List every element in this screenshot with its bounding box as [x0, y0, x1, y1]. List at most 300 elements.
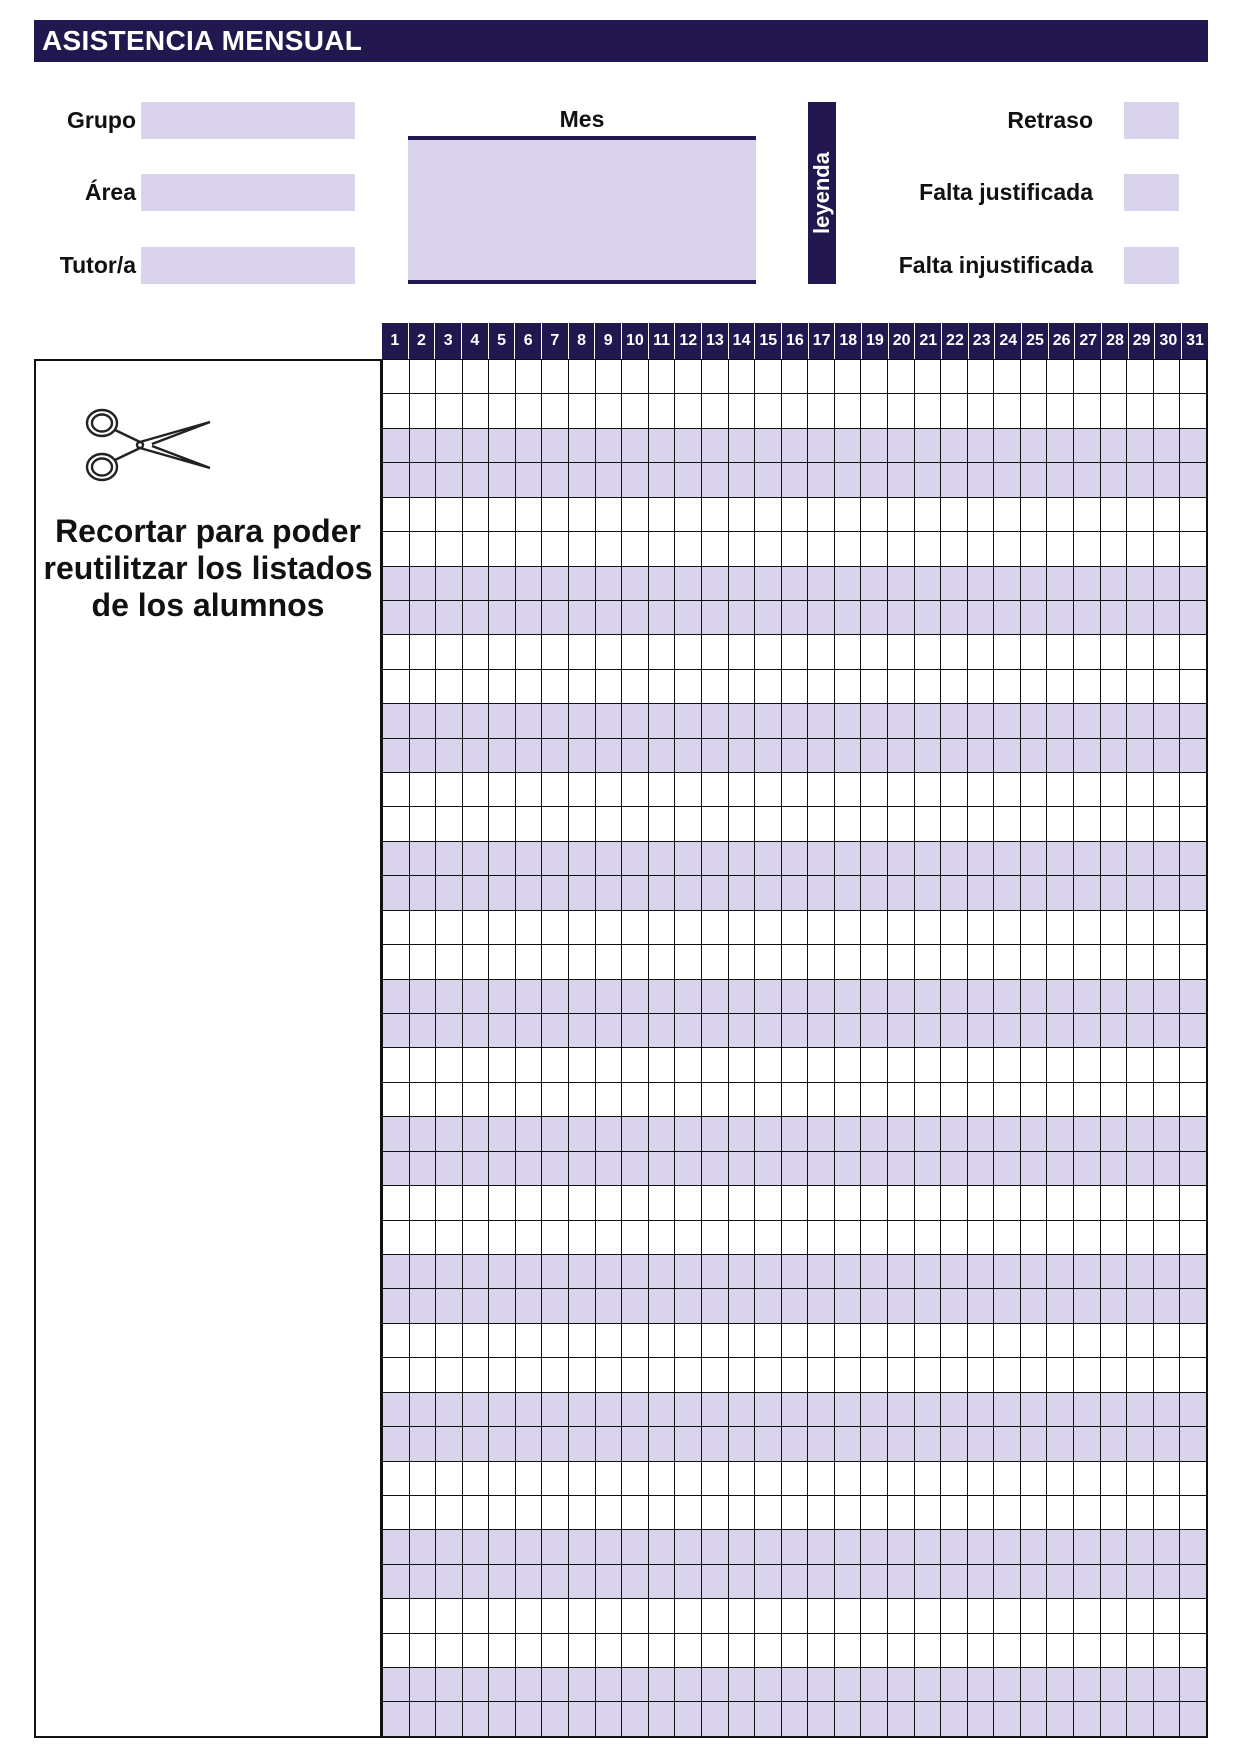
attendance-cell[interactable]: [1153, 1255, 1180, 1288]
attendance-cell[interactable]: [1100, 1221, 1127, 1254]
attendance-cell[interactable]: [967, 463, 994, 496]
attendance-cell[interactable]: [701, 360, 728, 393]
attendance-cell[interactable]: [940, 1117, 967, 1150]
attendance-cell[interactable]: [781, 429, 808, 462]
attendance-cell[interactable]: [621, 429, 648, 462]
attendance-cell[interactable]: [462, 1289, 489, 1322]
attendance-cell[interactable]: [1020, 1496, 1047, 1529]
attendance-cell[interactable]: [914, 1048, 941, 1081]
attendance-cell[interactable]: [435, 601, 462, 634]
attendance-cell[interactable]: [568, 1427, 595, 1460]
attendance-cell[interactable]: [488, 1221, 515, 1254]
attendance-cell[interactable]: [462, 980, 489, 1013]
attendance-cell[interactable]: [701, 1152, 728, 1185]
attendance-cell[interactable]: [834, 1496, 861, 1529]
attendance-cell[interactable]: [834, 1083, 861, 1116]
attendance-cell[interactable]: [1153, 1462, 1180, 1495]
attendance-cell[interactable]: [435, 704, 462, 737]
attendance-cell[interactable]: [568, 911, 595, 944]
attendance-cell[interactable]: [488, 739, 515, 772]
attendance-cell[interactable]: [435, 360, 462, 393]
attendance-cell[interactable]: [781, 704, 808, 737]
attendance-cell[interactable]: [621, 601, 648, 634]
attendance-cell[interactable]: [1020, 876, 1047, 909]
attendance-cell[interactable]: [993, 1358, 1020, 1391]
attendance-cell[interactable]: [568, 1014, 595, 1047]
attendance-cell[interactable]: [1179, 876, 1206, 909]
attendance-cell[interactable]: [515, 704, 542, 737]
attendance-cell[interactable]: [993, 463, 1020, 496]
attendance-cell[interactable]: [914, 601, 941, 634]
attendance-cell[interactable]: [648, 1289, 675, 1322]
attendance-cell[interactable]: [993, 876, 1020, 909]
attendance-cell[interactable]: [435, 1083, 462, 1116]
attendance-cell[interactable]: [993, 1289, 1020, 1322]
attendance-cell[interactable]: [1020, 1565, 1047, 1598]
attendance-cell[interactable]: [1046, 429, 1073, 462]
attendance-cell[interactable]: [674, 842, 701, 875]
attendance-cell[interactable]: [914, 1530, 941, 1563]
attendance-cell[interactable]: [834, 601, 861, 634]
attendance-cell[interactable]: [781, 945, 808, 978]
attendance-cell[interactable]: [834, 635, 861, 668]
attendance-cell[interactable]: [409, 1048, 436, 1081]
attendance-cell[interactable]: [488, 463, 515, 496]
attendance-cell[interactable]: [568, 1496, 595, 1529]
attendance-cell[interactable]: [834, 463, 861, 496]
attendance-cell[interactable]: [382, 945, 409, 978]
attendance-cell[interactable]: [382, 1634, 409, 1667]
attendance-cell[interactable]: [807, 980, 834, 1013]
attendance-cell[interactable]: [993, 1530, 1020, 1563]
attendance-cell[interactable]: [595, 1221, 622, 1254]
attendance-cell[interactable]: [1179, 532, 1206, 565]
attendance-cell[interactable]: [382, 670, 409, 703]
attendance-cell[interactable]: [595, 1599, 622, 1632]
attendance-cell[interactable]: [781, 739, 808, 772]
attendance-cell[interactable]: [409, 1014, 436, 1047]
attendance-cell[interactable]: [1153, 704, 1180, 737]
attendance-cell[interactable]: [807, 567, 834, 600]
attendance-cell[interactable]: [914, 1599, 941, 1632]
attendance-cell[interactable]: [860, 945, 887, 978]
attendance-cell[interactable]: [1073, 635, 1100, 668]
attendance-cell[interactable]: [1073, 807, 1100, 840]
mes-field[interactable]: [408, 136, 756, 284]
attendance-cell[interactable]: [834, 1117, 861, 1150]
attendance-cell[interactable]: [462, 1462, 489, 1495]
attendance-cell[interactable]: [1179, 601, 1206, 634]
attendance-cell[interactable]: [541, 394, 568, 427]
attendance-cell[interactable]: [435, 911, 462, 944]
attendance-cell[interactable]: [1179, 1324, 1206, 1357]
attendance-cell[interactable]: [541, 739, 568, 772]
attendance-cell[interactable]: [887, 876, 914, 909]
attendance-cell[interactable]: [568, 429, 595, 462]
attendance-cell[interactable]: [515, 1221, 542, 1254]
attendance-cell[interactable]: [1100, 911, 1127, 944]
attendance-cell[interactable]: [1046, 704, 1073, 737]
attendance-cell[interactable]: [940, 360, 967, 393]
attendance-cell[interactable]: [940, 567, 967, 600]
attendance-cell[interactable]: [1153, 1221, 1180, 1254]
attendance-cell[interactable]: [1073, 1186, 1100, 1219]
attendance-cell[interactable]: [834, 1634, 861, 1667]
attendance-cell[interactable]: [488, 911, 515, 944]
attendance-cell[interactable]: [488, 945, 515, 978]
attendance-cell[interactable]: [1153, 498, 1180, 531]
attendance-cell[interactable]: [488, 1462, 515, 1495]
attendance-cell[interactable]: [967, 911, 994, 944]
attendance-cell[interactable]: [1046, 773, 1073, 806]
attendance-cell[interactable]: [435, 1117, 462, 1150]
attendance-cell[interactable]: [595, 1530, 622, 1563]
attendance-cell[interactable]: [409, 1599, 436, 1632]
attendance-cell[interactable]: [887, 394, 914, 427]
attendance-cell[interactable]: [754, 1014, 781, 1047]
attendance-cell[interactable]: [1046, 807, 1073, 840]
attendance-cell[interactable]: [701, 842, 728, 875]
attendance-cell[interactable]: [834, 704, 861, 737]
attendance-cell[interactable]: [1100, 1324, 1127, 1357]
attendance-cell[interactable]: [1046, 739, 1073, 772]
attendance-cell[interactable]: [462, 429, 489, 462]
attendance-cell[interactable]: [701, 1324, 728, 1357]
attendance-cell[interactable]: [940, 807, 967, 840]
attendance-cell[interactable]: [887, 1530, 914, 1563]
attendance-cell[interactable]: [754, 1358, 781, 1391]
attendance-cell[interactable]: [595, 807, 622, 840]
attendance-cell[interactable]: [1179, 635, 1206, 668]
attendance-cell[interactable]: [781, 842, 808, 875]
attendance-cell[interactable]: [674, 1393, 701, 1426]
attendance-cell[interactable]: [967, 567, 994, 600]
attendance-cell[interactable]: [541, 1255, 568, 1288]
attendance-cell[interactable]: [754, 1289, 781, 1322]
attendance-cell[interactable]: [621, 1462, 648, 1495]
attendance-cell[interactable]: [993, 1668, 1020, 1701]
attendance-cell[interactable]: [409, 807, 436, 840]
attendance-cell[interactable]: [1153, 1530, 1180, 1563]
attendance-cell[interactable]: [887, 360, 914, 393]
attendance-cell[interactable]: [728, 1358, 755, 1391]
attendance-cell[interactable]: [462, 567, 489, 600]
attendance-cell[interactable]: [834, 1324, 861, 1357]
attendance-cell[interactable]: [728, 876, 755, 909]
attendance-cell[interactable]: [595, 567, 622, 600]
attendance-cell[interactable]: [781, 1634, 808, 1667]
attendance-cell[interactable]: [967, 876, 994, 909]
attendance-cell[interactable]: [462, 1393, 489, 1426]
attendance-cell[interactable]: [940, 876, 967, 909]
attendance-cell[interactable]: [967, 842, 994, 875]
attendance-cell[interactable]: [993, 429, 1020, 462]
attendance-cell[interactable]: [1020, 1702, 1047, 1735]
attendance-cell[interactable]: [674, 1083, 701, 1116]
area-field[interactable]: [141, 174, 355, 211]
attendance-cell[interactable]: [648, 1565, 675, 1598]
attendance-cell[interactable]: [781, 670, 808, 703]
attendance-cell[interactable]: [515, 1152, 542, 1185]
attendance-cell[interactable]: [541, 842, 568, 875]
attendance-cell[interactable]: [1153, 1117, 1180, 1150]
attendance-cell[interactable]: [488, 1289, 515, 1322]
attendance-cell[interactable]: [648, 807, 675, 840]
attendance-cell[interactable]: [382, 429, 409, 462]
attendance-cell[interactable]: [1020, 1324, 1047, 1357]
attendance-cell[interactable]: [1046, 1668, 1073, 1701]
attendance-cell[interactable]: [1179, 1358, 1206, 1391]
attendance-cell[interactable]: [435, 1634, 462, 1667]
attendance-cell[interactable]: [1179, 360, 1206, 393]
attendance-cell[interactable]: [515, 1324, 542, 1357]
attendance-cell[interactable]: [488, 394, 515, 427]
attendance-cell[interactable]: [967, 1324, 994, 1357]
attendance-cell[interactable]: [781, 1427, 808, 1460]
attendance-cell[interactable]: [674, 635, 701, 668]
attendance-cell[interactable]: [674, 1634, 701, 1667]
attendance-cell[interactable]: [674, 807, 701, 840]
attendance-cell[interactable]: [701, 1393, 728, 1426]
attendance-cell[interactable]: [728, 1117, 755, 1150]
attendance-cell[interactable]: [860, 1014, 887, 1047]
attendance-cell[interactable]: [648, 567, 675, 600]
attendance-cell[interactable]: [967, 1668, 994, 1701]
attendance-cell[interactable]: [515, 1186, 542, 1219]
attendance-cell[interactable]: [648, 1117, 675, 1150]
attendance-cell[interactable]: [1073, 1599, 1100, 1632]
attendance-cell[interactable]: [541, 635, 568, 668]
attendance-cell[interactable]: [621, 911, 648, 944]
attendance-cell[interactable]: [648, 1668, 675, 1701]
attendance-cell[interactable]: [382, 394, 409, 427]
attendance-cell[interactable]: [462, 601, 489, 634]
grupo-field[interactable]: [141, 102, 355, 139]
attendance-cell[interactable]: [914, 429, 941, 462]
attendance-cell[interactable]: [1046, 1186, 1073, 1219]
attendance-cell[interactable]: [648, 1255, 675, 1288]
attendance-cell[interactable]: [807, 1393, 834, 1426]
attendance-cell[interactable]: [568, 1289, 595, 1322]
attendance-cell[interactable]: [621, 1427, 648, 1460]
attendance-cell[interactable]: [1046, 876, 1073, 909]
attendance-cell[interactable]: [728, 1255, 755, 1288]
attendance-cell[interactable]: [568, 1152, 595, 1185]
attendance-cell[interactable]: [834, 498, 861, 531]
attendance-cell[interactable]: [940, 1427, 967, 1460]
attendance-cell[interactable]: [462, 704, 489, 737]
attendance-cell[interactable]: [887, 842, 914, 875]
attendance-cell[interactable]: [595, 1565, 622, 1598]
attendance-cell[interactable]: [1020, 945, 1047, 978]
attendance-cell[interactable]: [1046, 1255, 1073, 1288]
attendance-cell[interactable]: [621, 1599, 648, 1632]
attendance-cell[interactable]: [568, 980, 595, 1013]
attendance-cell[interactable]: [409, 1324, 436, 1357]
attendance-cell[interactable]: [887, 1427, 914, 1460]
attendance-cell[interactable]: [1020, 773, 1047, 806]
attendance-cell[interactable]: [435, 1289, 462, 1322]
attendance-cell[interactable]: [515, 1565, 542, 1598]
attendance-cell[interactable]: [515, 1599, 542, 1632]
attendance-cell[interactable]: [1179, 1221, 1206, 1254]
attendance-cell[interactable]: [1100, 945, 1127, 978]
attendance-cell[interactable]: [568, 670, 595, 703]
attendance-cell[interactable]: [541, 1496, 568, 1529]
attendance-cell[interactable]: [621, 1702, 648, 1735]
attendance-cell[interactable]: [648, 1014, 675, 1047]
attendance-cell[interactable]: [1179, 1289, 1206, 1322]
attendance-cell[interactable]: [621, 635, 648, 668]
attendance-cell[interactable]: [568, 704, 595, 737]
attendance-cell[interactable]: [701, 567, 728, 600]
attendance-cell[interactable]: [1073, 1014, 1100, 1047]
attendance-cell[interactable]: [409, 1152, 436, 1185]
attendance-cell[interactable]: [621, 463, 648, 496]
attendance-cell[interactable]: [701, 911, 728, 944]
attendance-cell[interactable]: [435, 1530, 462, 1563]
attendance-cell[interactable]: [1073, 1530, 1100, 1563]
attendance-cell[interactable]: [568, 635, 595, 668]
attendance-cell[interactable]: [754, 360, 781, 393]
attendance-cell[interactable]: [1100, 532, 1127, 565]
attendance-cell[interactable]: [382, 532, 409, 565]
attendance-cell[interactable]: [1153, 1427, 1180, 1460]
attendance-cell[interactable]: [1126, 1255, 1153, 1288]
attendance-cell[interactable]: [860, 1702, 887, 1735]
attendance-cell[interactable]: [1020, 1255, 1047, 1288]
attendance-cell[interactable]: [568, 360, 595, 393]
attendance-cell[interactable]: [781, 980, 808, 1013]
attendance-cell[interactable]: [595, 360, 622, 393]
attendance-cell[interactable]: [860, 980, 887, 1013]
attendance-cell[interactable]: [1073, 1048, 1100, 1081]
attendance-cell[interactable]: [1153, 1565, 1180, 1598]
attendance-cell[interactable]: [568, 1117, 595, 1150]
attendance-cell[interactable]: [1153, 980, 1180, 1013]
attendance-cell[interactable]: [914, 1117, 941, 1150]
attendance-cell[interactable]: [674, 1186, 701, 1219]
attendance-cell[interactable]: [409, 670, 436, 703]
attendance-cell[interactable]: [541, 1324, 568, 1357]
attendance-cell[interactable]: [1073, 1634, 1100, 1667]
attendance-cell[interactable]: [462, 1496, 489, 1529]
attendance-cell[interactable]: [595, 945, 622, 978]
attendance-cell[interactable]: [967, 1014, 994, 1047]
attendance-cell[interactable]: [967, 773, 994, 806]
attendance-cell[interactable]: [435, 498, 462, 531]
attendance-cell[interactable]: [1100, 1152, 1127, 1185]
attendance-cell[interactable]: [754, 670, 781, 703]
attendance-cell[interactable]: [860, 1393, 887, 1426]
attendance-cell[interactable]: [462, 670, 489, 703]
attendance-cell[interactable]: [674, 1530, 701, 1563]
attendance-cell[interactable]: [781, 807, 808, 840]
attendance-cell[interactable]: [382, 463, 409, 496]
attendance-cell[interactable]: [1046, 601, 1073, 634]
attendance-cell[interactable]: [728, 1702, 755, 1735]
attendance-cell[interactable]: [914, 1083, 941, 1116]
attendance-cell[interactable]: [595, 1634, 622, 1667]
attendance-cell[interactable]: [860, 1358, 887, 1391]
attendance-cell[interactable]: [1179, 1186, 1206, 1219]
attendance-cell[interactable]: [940, 1048, 967, 1081]
attendance-cell[interactable]: [382, 1083, 409, 1116]
attendance-cell[interactable]: [728, 1496, 755, 1529]
attendance-cell[interactable]: [1046, 1462, 1073, 1495]
attendance-cell[interactable]: [409, 1427, 436, 1460]
attendance-cell[interactable]: [914, 773, 941, 806]
attendance-cell[interactable]: [462, 842, 489, 875]
attendance-cell[interactable]: [1046, 1496, 1073, 1529]
attendance-cell[interactable]: [701, 1221, 728, 1254]
attendance-cell[interactable]: [621, 1324, 648, 1357]
attendance-cell[interactable]: [967, 1496, 994, 1529]
attendance-cell[interactable]: [728, 1186, 755, 1219]
attendance-cell[interactable]: [993, 739, 1020, 772]
attendance-cell[interactable]: [940, 1393, 967, 1426]
attendance-cell[interactable]: [914, 1565, 941, 1598]
attendance-cell[interactable]: [993, 773, 1020, 806]
attendance-cell[interactable]: [1126, 842, 1153, 875]
attendance-cell[interactable]: [1020, 567, 1047, 600]
attendance-cell[interactable]: [515, 360, 542, 393]
attendance-cell[interactable]: [940, 739, 967, 772]
attendance-cell[interactable]: [701, 1014, 728, 1047]
attendance-cell[interactable]: [541, 876, 568, 909]
attendance-cell[interactable]: [940, 1599, 967, 1632]
attendance-cell[interactable]: [1020, 842, 1047, 875]
attendance-cell[interactable]: [887, 1565, 914, 1598]
attendance-cell[interactable]: [967, 1634, 994, 1667]
attendance-cell[interactable]: [648, 429, 675, 462]
attendance-cell[interactable]: [807, 842, 834, 875]
attendance-cell[interactable]: [701, 980, 728, 1013]
attendance-cell[interactable]: [488, 842, 515, 875]
attendance-cell[interactable]: [1126, 1152, 1153, 1185]
attendance-cell[interactable]: [382, 567, 409, 600]
attendance-cell[interactable]: [1153, 842, 1180, 875]
attendance-cell[interactable]: [967, 807, 994, 840]
attendance-cell[interactable]: [728, 704, 755, 737]
attendance-cell[interactable]: [435, 1255, 462, 1288]
attendance-cell[interactable]: [1179, 1599, 1206, 1632]
attendance-cell[interactable]: [488, 1565, 515, 1598]
attendance-cell[interactable]: [860, 807, 887, 840]
attendance-cell[interactable]: [435, 1702, 462, 1735]
attendance-cell[interactable]: [914, 1462, 941, 1495]
attendance-cell[interactable]: [754, 876, 781, 909]
attendance-cell[interactable]: [568, 1599, 595, 1632]
attendance-cell[interactable]: [462, 876, 489, 909]
attendance-cell[interactable]: [1046, 1014, 1073, 1047]
attendance-cell[interactable]: [914, 1186, 941, 1219]
attendance-cell[interactable]: [781, 360, 808, 393]
attendance-cell[interactable]: [728, 1668, 755, 1701]
attendance-cell[interactable]: [914, 1358, 941, 1391]
attendance-cell[interactable]: [1153, 601, 1180, 634]
attendance-cell[interactable]: [1020, 807, 1047, 840]
attendance-cell[interactable]: [1179, 980, 1206, 1013]
attendance-cell[interactable]: [1179, 945, 1206, 978]
attendance-cell[interactable]: [409, 1117, 436, 1150]
attendance-cell[interactable]: [1179, 807, 1206, 840]
attendance-cell[interactable]: [462, 773, 489, 806]
attendance-cell[interactable]: [568, 601, 595, 634]
attendance-cell[interactable]: [674, 601, 701, 634]
attendance-cell[interactable]: [595, 1083, 622, 1116]
attendance-cell[interactable]: [940, 1634, 967, 1667]
